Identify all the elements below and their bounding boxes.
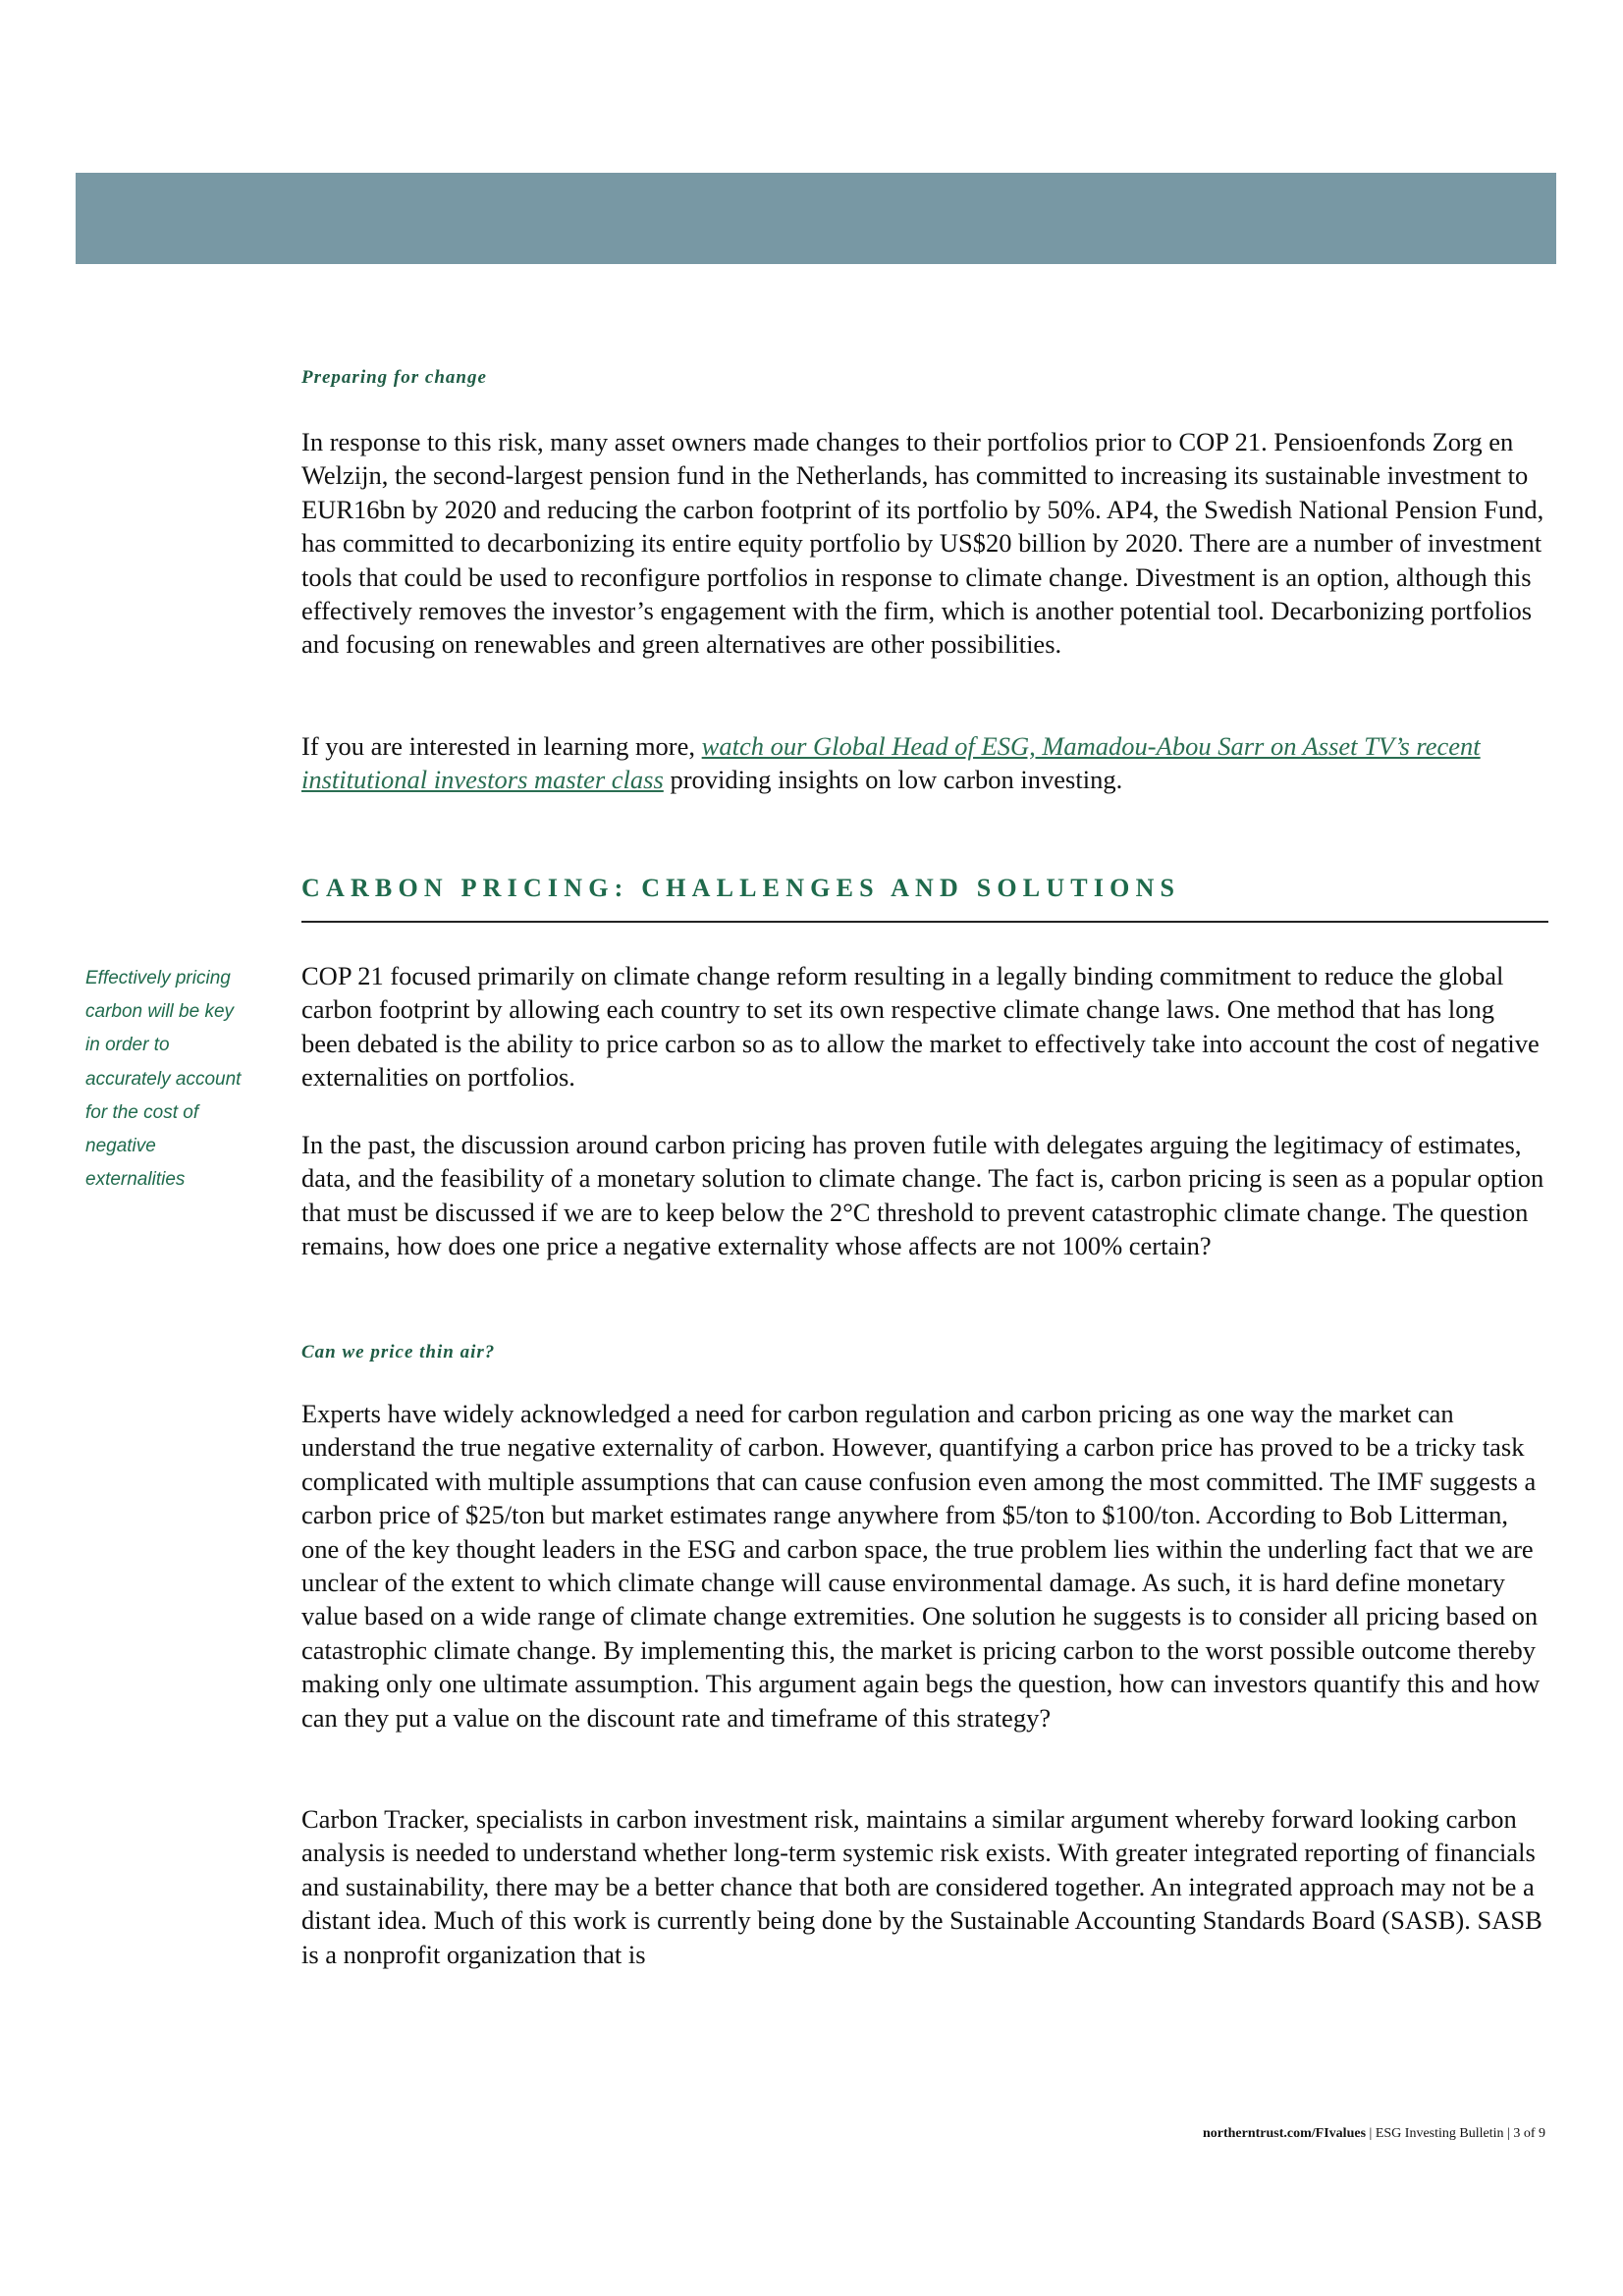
footer-page-number: 3 of 9 — [1513, 2126, 1545, 2141]
footer-separator: | — [1366, 2126, 1376, 2141]
footer-separator-2: | — [1503, 2126, 1514, 2141]
asset-tv-video-link[interactable]: watch our Global Head of ESG, Mamadou-Abou Sarr on Asset TV’s recent institutional investors master class — [301, 731, 1481, 795]
sidebar-pull-quote: Effectively pricing carbon will be key in order to accurately account for the cost of negative externalities — [85, 968, 242, 1191]
paragraph-experts: Experts have widely acknowledged a need for carbon regulation and carbon pricing as one way the market can understand the true negative externality of carbon. However, quantifying a carbon price has proved to be a tricky task complicated with multiple assumptions that can cause confusion even among the most committed. The IMF suggests a carbon price of $25/ton but market estimates range anywhere from $5/ton to $100/ton. According to Bob Litterman, one of the key thought leaders in the ESG and carbon space, the true problem lies within the underling fact that we are unclear of the extent to which climate change will cause environmental damage. As such, it is hard define monetary value based on a wide range of climate change extremities. One solution he suggests is to consider all pricing based on catastrophic climate change. By implementing this, the market is pricing carbon to the worst possible outcome thereby making only one ultimate assumption. This argument again begs the question, how can investors quantify this and how can they put a value on the discount rate and timeframe of this strategy? — [301, 1399, 1541, 1733]
paragraph-portfolio-changes: In response to this risk, many asset owners made changes to their portfolios prior to COP 21. Pensioenfonds Zorg en Welzijn, the second-largest pension fund in the Netherlands, has committed to increasing its sustainable investment to EUR16bn by 2020 and reducing the carbon footprint of its portfolio by 50%. AP4, the Swedish National Pension Fund, has committed to decarbonizing its entire equity portfolio by US$20 billion by 2020. There are a number of investment tools that could be used to reconfigure portfolios in response to climate change. Divestment is an option, although this effectively removes the investor’s engagement with the firm, which is another potential tool. Decarbonizing portfolios and focusing on renewables and green alternatives are other possibilities. — [301, 427, 1544, 660]
page-footer — [1031, 2126, 1545, 2142]
subheading-price-thin-air: Can we price thin air? — [301, 1342, 496, 1362]
section-title-carbon-pricing: CARBON PRICING: CHALLENGES AND SOLUTIONS — [301, 874, 1181, 902]
paragraph-carbon-pricing-past: In the past, the discussion around carbon pricing has proven futile with delegates arguing the legitimacy of estimates, data, and the feasibility of a monetary solution to climate change. The fact is, carbon pricing is seen as a popular option that must be discussed if we are to keep below the 2°C threshold to prevent catastrophic climate change. The question remains, how does one price a negative externality whose affects are not 100% certain? — [301, 1130, 1544, 1261]
paragraph-cop21: COP 21 focused primarily on climate change reform resulting in a legally binding commitment to reduce the global carbon footprint by allowing each country to set its own respective climate change laws. One method that has long been debated is the ability to price carbon so as to allow the market to effectively take into account the cost of negative externalities on portfolios. — [301, 961, 1540, 1093]
footer-publication: ESG Investing Bulletin — [1375, 2126, 1504, 2141]
section-divider — [301, 921, 1548, 923]
header-banner — [76, 173, 1556, 264]
paragraph-learn-more — [301, 729, 1548, 797]
footer-site-link[interactable]: northerntrust.com/FIvalues — [1202, 2126, 1367, 2141]
subheading-preparing-for-change: Preparing for change — [301, 367, 487, 388]
learn-more-lead-text: If you are interested in learning more, — [301, 731, 702, 761]
paragraph-carbon-tracker: Carbon Tracker, specialists in carbon investment risk, maintains a similar argument whereby forward looking carbon analysis is needed to understand whether long-term systemic risk exists. With greater integrated reporting of financials and sustainability, there may be a better chance that both are considered together. An integrated approach may not be a distant idea. Much of this work is currently being done by the Sustainable Accounting Standards Board (SASB). SASB is a nonprofit organization that is — [301, 1804, 1542, 1969]
learn-more-trailing-text: providing insights on low carbon investing. — [663, 765, 1123, 795]
